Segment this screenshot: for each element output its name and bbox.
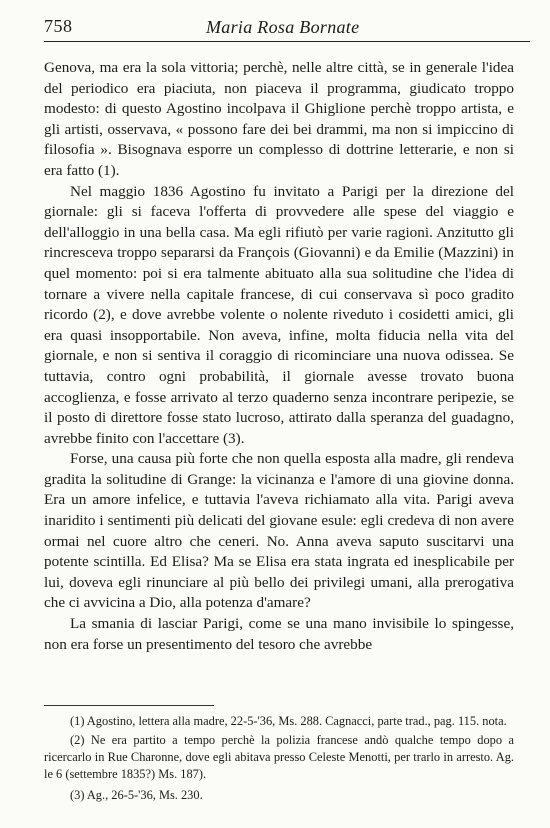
body-text — [44, 58, 514, 655]
footnotes — [44, 713, 514, 804]
footnote-rule — [44, 705, 214, 706]
page-number: 758 — [44, 16, 73, 36]
header-rule — [44, 41, 530, 42]
running-head: Maria Rosa Bornate — [206, 17, 360, 37]
footnote-3: (3) Ag., 26-5-'36, Ms. 230. — [70, 788, 203, 802]
page-header — [44, 16, 530, 42]
footnote-2: (2) Ne era partito a tempo perchè la polizia francese andò qualche tempo dopo a ricercarlo in Rue Charonne, dove egli abitava presso Celeste Menotti, per trarlo in arresto. Ag. le 6 (settembre 1835?) Ms. 187). — [44, 733, 514, 781]
footnote-1: (1) Agostino, lettera alla madre, 22-5-'36, Ms. 288. Cagnacci, parte trad., pag. 115. nota. — [70, 714, 507, 728]
paragraph-1: Genova, ma era la sola vittoria; perchè, nelle altre città, se in generale l'idea del periodico era piaciuta, non piaceva il programma, giudicato troppo modesto: di questo Agostino incolpava il Ghiglione perchè troppo artista, e gli artisti, osservava, « possono fare dei bei drammi, ma non si impiccino di filosofia ». Bisognava esporre un complesso di dottrine letterarie, e non si era fatto (1). — [44, 59, 514, 179]
paragraph-2: Nel maggio 1836 Agostino fu invitato a Parigi per la direzione del giornale: gli si faceva l'offerta di provvedere alle spese del viaggio e dell'alloggio in una bella casa. Ma egli rifiutò per varie ragioni. Anzitutto gli rincresceva troppo separarsi da François (Giovanni) e da Emilie (Mazzini) in quel momento: poi si era talmente abituato alla sua solitudine che l'idea di tornare a vivere nella capitale francese, di cui conservava sì poco gradito ricordo (2), e dove avrebbe volente o nolente riveduto i cosidetti amici, gli era quasi insopportabile. Non aveva, infine, molta fiducia nella vita del giornale, e non si sentiva il coraggio di ricominciare una nuova odissea. Se tuttavia, contro ogni probabilità, il giornale avesse trovato buona accoglienza, e fosse arrivato al terzo quaderno senza incontrare peripezie, se il posto di direttore fosse stato lucroso, attirato dalla speranza del guadagno, avrebbe finito con l'accettare (3). — [44, 182, 514, 447]
paragraph-3: Forse, una causa più forte che non quella esposta alla madre, gli rendeva gradita la solitudine di Grange: la vicinanza e l'amore di una giovine donna. Era un amore infelice, e tuttavia l'aveva richiamato alla vita. Parigi aveva inaridito i sentimenti più delicati del giovane esule: egli credeva di non avere ormai nel cuore altro che ceneri. No. Anna aveva saputo suscitarvi una potente scintilla. Ed Elisa? Ma se Elisa era stata ingrata ed inesplicabile per lui, doveva egli rinunciare al più bello dei privilegi umani, alla prerogativa che ci avvicina a Dio, alla potenza d'amare? — [44, 450, 514, 612]
paragraph-4: La smania di lasciar Parigi, come se una mano invisibile lo spingesse, non era forse un presentimento del tesoro che avrebbe — [44, 615, 514, 653]
